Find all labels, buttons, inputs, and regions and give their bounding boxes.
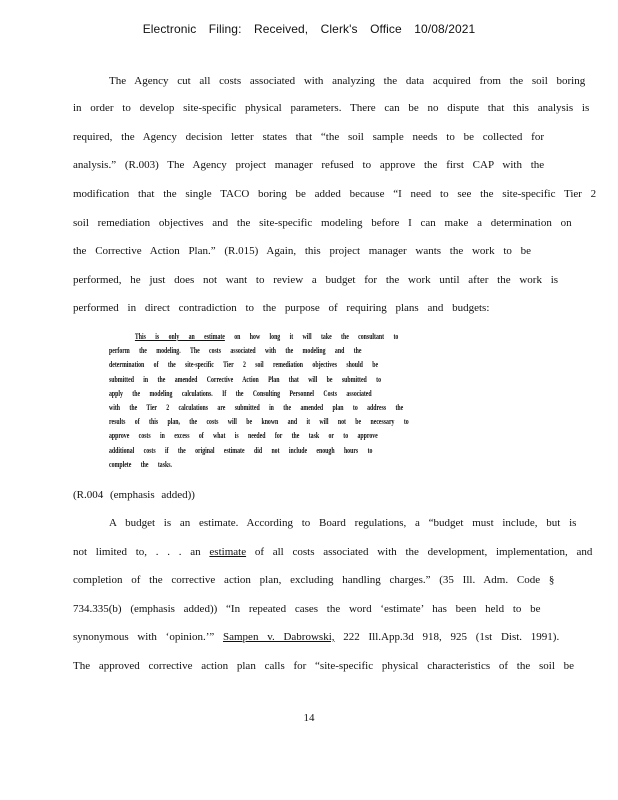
quote-line: approve costs in excess of what is needed for the task or to approve (109, 431, 378, 441)
quote-line: complete the tasks. (109, 459, 172, 469)
paragraph-line: synonymous with ‘opinion.’” Sampen v. Dabrowski, 222 Ill.App.3d 918, 925 (1st Dist. 1991). (73, 631, 560, 643)
block-quote (109, 330, 511, 472)
paragraph-line: modification that the single TACO boring be added because “I need to see the site-specific Tier 2 (73, 188, 597, 200)
paragraph-line: in order to develop site-specific physical parameters. There can be no dispute that this analysis is (73, 102, 590, 114)
paragraph-line: the Corrective Action Plan.” (R.015) Again, this project manager wants the work to be (73, 245, 532, 257)
paragraph-line: completion of the corrective action plan, excluding handling charges.” (35 Ill. Adm. Code § (73, 574, 555, 586)
quote-line: determination of the site-specific Tier 2 soil remediation objectives should be (109, 360, 379, 370)
quote-line: perform the modeling. The costs associated with the modeling and the (109, 346, 362, 356)
page-number: 14 (303, 712, 315, 724)
paragraph-line: soil remediation objectives and the site-specific modeling before I can make a determination on (73, 217, 572, 229)
quote-line: This is only an estimate on how long it will take the consultant to (134, 332, 399, 341)
case-citation: Sampen v. Dabrowski, (223, 631, 335, 643)
paragraph-line: not limited to, . . . an estimate of all costs associated with the development, implementation, and (73, 546, 593, 558)
quote-emphasis: This is only an estimate (134, 332, 225, 341)
paragraph-line: analysis.” (R.003) The Agency project manager refused to approve the first CAP with the (73, 159, 545, 171)
paragraph-line: 734.335(b) (emphasis added)) “In repeated cases the word ‘estimate’ has been held to be (73, 603, 541, 615)
quote-line: apply the modeling calculations. If the Consulting Personnel Costs associated (109, 388, 372, 398)
quote-line: results of this plan, the costs will be known and it will not be necessary to (109, 417, 409, 427)
paragraph-line: A budget is an estimate. According to Board regulations, a “budget must include, but is (109, 517, 577, 529)
quote-line: with the Tier 2 calculations are submitted in the amended plan to address the (109, 402, 404, 412)
filing-stamp-header: Electronic Filing: Received, Clerk's Office 10/08/2021 (142, 22, 476, 36)
paragraph-line: performed, he just does not want to review a budget for the work until after the work is (73, 274, 559, 286)
quote-line: submitted in the amended Corrective Action Plan that will be submitted to (109, 374, 382, 384)
paragraph-line: The approved corrective action plan calls for “site-specific physical characteristics of the soil be (73, 660, 575, 672)
paragraph-line: The Agency cut all costs associated with analyzing the data acquired from the soil boring (109, 75, 586, 87)
quote-line: additional costs if the original estimate did not include enough hours to (109, 445, 373, 455)
paragraph-line: required, the Agency decision letter states that “the soil sample needs to be collected for (73, 131, 545, 143)
emphasis-estimate: estimate (209, 546, 247, 558)
paragraph-line: performed in direct contradiction to the purpose of requiring plans and budgets: (73, 302, 490, 314)
quote-citation: (R.004 (emphasis added)) (73, 489, 195, 501)
